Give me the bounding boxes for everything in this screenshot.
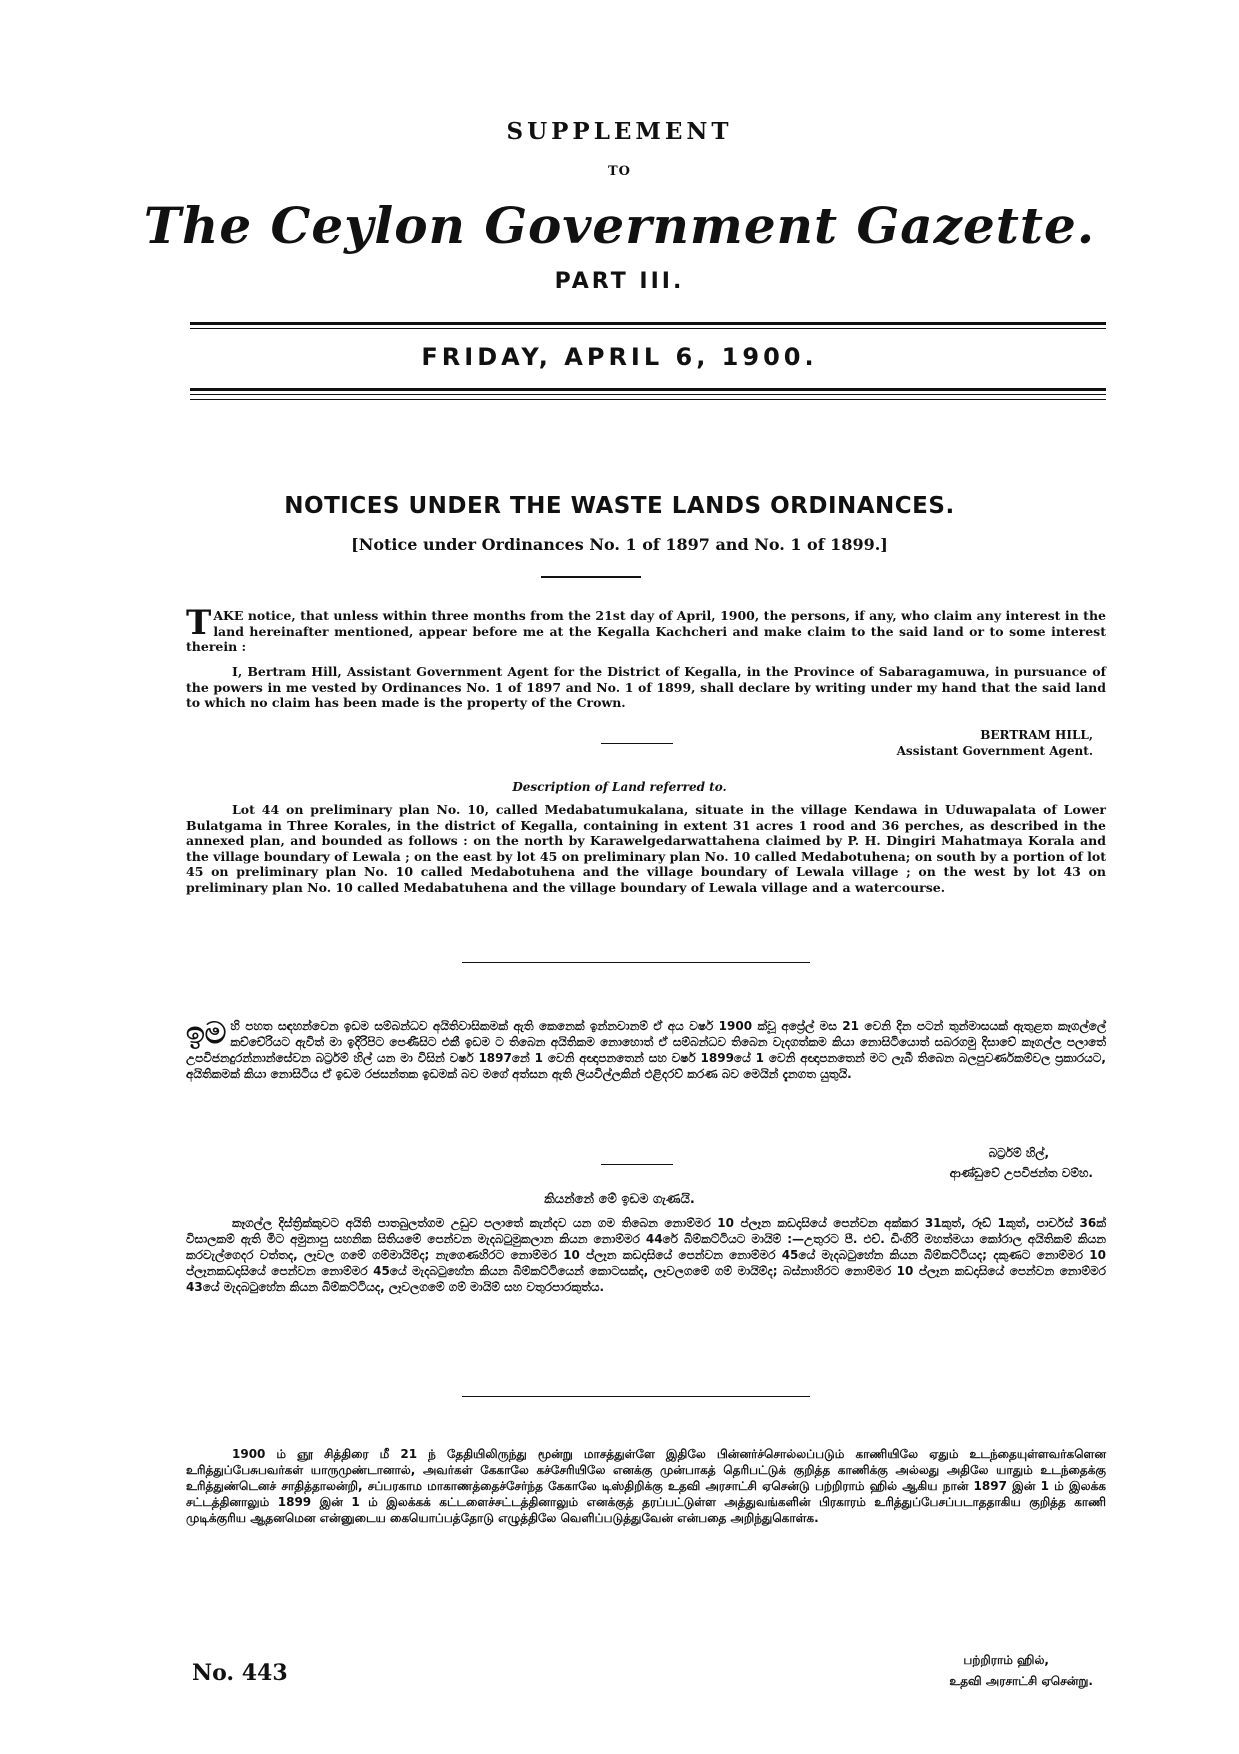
sinhala-description-title: කියන්නේ මේ ඉඩම ගැණයි. bbox=[544, 1192, 695, 1207]
issue-date: FRIDAY, APRIL 6, 1900. bbox=[421, 343, 818, 371]
sinhala-notice-text: හි පහත සඳහන්වෙන ඉඩම සම්බන්ධව අයිතිවාසිකමක් ඇති කෙනෙක් ඉන්නවානම් ඒ අය වර්ෂ 1900 ක්වූ අප්‍රේල් මස 21 වෙනි දින පටන් තුන්මාසයක් ඇතුළත කෑගල්ලේ කච්චේරියට ඇවිත් මා ඉදිරිපිට පෙණීසිට එකී ඉඩම ට තිබෙන අයිතිකම නොහොත් ඒ සම්බන්ධව තිබෙන වැදගත්කම කියා නොසිටියොත් සබරගමු දිසාවේ කෑගල්ල පලාතේ උපවිජනදුරන්නාන්සේවන බර්ට්‍රම් හිල් යන මා විසින් වර්ෂ 1897නේ 1 වෙනි අඥාපනතෙන් සහ වර්ෂ 1899යේ 1 වෙනි අඥාපනතෙන් මට ලැබී තිබෙන බලපුවර්ණකම්වල ප්‍රකාරයට, අයිතිකමක් කියා නොසිටිය ඒ ඉඩම රජසන්තක ඉඩමක් බව මගේ අත්සන ඇති ලියවිල්ලකින් එළිදරව් කරණ බව මෙයින් දැනගත යුතුයි. bbox=[186, 1019, 1106, 1081]
part-label: PART III. bbox=[554, 269, 685, 294]
gazette-number: No. 443 bbox=[192, 1660, 288, 1686]
date-rule-thick bbox=[190, 388, 1106, 391]
land-description: Lot 44 on preliminary plan No. 10, called Medabatumukalana, situate in the village Kendawa in Uduwapalata of Lower Bulatgama in Three Korales, in the district of Kegalla, containing in extent 31 acres 1 rood and 36 perches, as described in the annexed plan, and bounded as follows : on the north by Karawelgedarwattahena claimed by P. H. Dingiri Mahatmaya Korala and the village boundary of Lewala ; on the east by lot 45 on preliminary plan No. 10 called Medabotuhena; on south by a portion of lot 45 on preliminary plan No. 10 called Medabotuhena and the village boundary of Lewala village ; on the west by lot 43 on preliminary plan No. 10 called Medabatuhena and the village boundary of Lewala village and a watercourse. bbox=[186, 802, 1106, 895]
heading-divider bbox=[541, 576, 641, 578]
tamil-signature-title: உதவி அரசாட்சி ஏசென்று. bbox=[949, 1674, 1093, 1688]
gazette-masthead: The Ceylon Government Gazette. bbox=[143, 196, 1096, 255]
top-rule-thin bbox=[190, 328, 1106, 329]
description-title: Description of Land referred to. bbox=[512, 780, 727, 794]
sinhala-land-description: කෑගල්ල දිස්ත්‍රික්කුවට අයිති පාතබුලත්ගම උඩුව පලාතේ කැන්දව යන ගම තිබෙන නොම්මර 10 ප්ලෑන කඩදාසියේ පෙන්වන අක්කර 31කුත්, රූඩ් 1කුත්, පාර්චස් 36ක් විසාලකම් ඇති මිට අමුනාපු සහනික සිතියමේ පෙන්වන මැදබටුමුකලාන කියන නොම්මර 44රේ බිම්කට්ටියට මායිම් :—උතුරට පී. එච්. ඩිංගිරි මහත්මයා කෝරාල අයිතිකම් කියන කරවැල්ගෙදර වත්තද, ලෑවල ගමේ ගම්මායිම්ද; නැගෙණහිරට නොම්මර 10 ප්ලෑන කඩදාසියේ පෙන්වන නොම්මර 45යේ මැදබටුහේන කියන බිම්කට්ටියද; දකුණට නොම්මර 10 ප්ලෑනකඩදාසියේ පෙන්වන නොම්මර 45යේ මැදබටුහේන කියන බිම්කට්ටියෙන් කොටසක්ද, ලෑවලගමේ ගම් මායිම්ද; බස්නාහිරට නොම්මර 10 ප්ලෑන කඩදාසියේ පෙන්වන නොම්මර 43යේ මැදබටුහේන කියන බිම්කට්ටියද, ලෑවලගමේ ගම් මායිම් සහ වතුරපාරකුත්ය. bbox=[186, 1216, 1106, 1294]
sinhala-signature-name: බර්ට්‍රම් හිල්, bbox=[988, 1146, 1049, 1160]
sinhala-signature-divider bbox=[601, 1164, 673, 1165]
section-divider-2 bbox=[462, 1396, 810, 1397]
tamil-notice: 1900 ம் ஞூ சித்திரை மீ 21 ந் தேதியிலிருந்து மூன்று மாசத்துள்ளே இதிலே பின்னர்ச்சொல்லப்படும் காணியிலே ஏதும் உடந்தையுள்ளவர்களென உரித்துப்பேசுபவர்கள் யாருமுண்டானால், அவர்கள் கேகாலே கச்சேரியிலே எனக்கு முன்பாகத் தெரிபட்டுக் குறித்த காணிக்கு அல்லது அதிலே யாதும் உடந்தைக்கு உரித்துண்டெனச் சாதித்தாலன்றி, சப்பரகாம மாகாணத்தைச்சேர்ந்த கேகாலே டிஸ்திறிக்கு உதவி அரசாட்சி ஏசென்டு பற்றிராம் ஹில் ஆகிய நான் 1897 இன் 1 ம் இலக்க சட்டத்தினாலும் 1899 இன் 1 ம் இலக்கக் கட்டளைச்சட்டத்தினாலும் எனக்குத் தரப்பட்டுள்ள அத்துவங்களின் பிரகாரம் உரித்துப்பேசப்படாததாகிய குறித்த காணி முடிக்குரிய ஆதனமென என்னுடைய கையொப்பத்தோடு எழுத்திலே வெளிப்படுத்துவேன் என்பதை அறிந்துகொள்க. bbox=[186, 1447, 1106, 1525]
notice-paragraph-1-text: AKE notice, that unless within three months from the 21st day of April, 1900, the persons, if any, who claim any interest in the land hereinafter mentioned, appear before me at the Kegalla Kachcheri and make claim to the said land or to some interest therein : bbox=[186, 608, 1106, 654]
signature-divider bbox=[601, 743, 673, 744]
sinhala-notice bbox=[186, 1018, 1106, 1082]
notice-subheading: [Notice under Ordinances No. 1 of 1897 and No. 1 of 1899.] bbox=[351, 535, 888, 554]
sinhala-dropcap: ඉම bbox=[186, 1016, 227, 1051]
notice-paragraph-1 bbox=[186, 603, 1106, 655]
notice-heading: NOTICES UNDER THE WASTE LANDS ORDINANCES. bbox=[284, 493, 955, 519]
tamil-signature-name: பற்றிராம் ஹில், bbox=[963, 1653, 1049, 1667]
english-signature-title: Assistant Government Agent. bbox=[896, 744, 1093, 758]
supplement-title: SUPPLEMENT bbox=[506, 118, 733, 145]
sinhala-signature-title: ආණ්ඩුවේ උපවිජන්ත වම්හ. bbox=[949, 1166, 1093, 1180]
to-label: TO bbox=[608, 164, 631, 179]
top-rule-thick bbox=[190, 322, 1106, 325]
english-signature-name: BERTRAM HILL, bbox=[980, 728, 1093, 742]
date-rule-thin-2 bbox=[190, 399, 1106, 400]
date-rule-thin bbox=[190, 394, 1106, 395]
section-divider-1 bbox=[462, 962, 810, 963]
notice-paragraph-2: I, Bertram Hill, Assistant Government Agent for the District of Kegalla, in the Province of Sabaragamuwa, in pursuance of the powers in me vested by Ordinances No. 1 of 1897 and No. 1 of 1899, shall declare by writing under my hand that the said land to which no claim has been made is the property of the Crown. bbox=[186, 664, 1106, 710]
notice-dropcap: T bbox=[186, 603, 212, 643]
